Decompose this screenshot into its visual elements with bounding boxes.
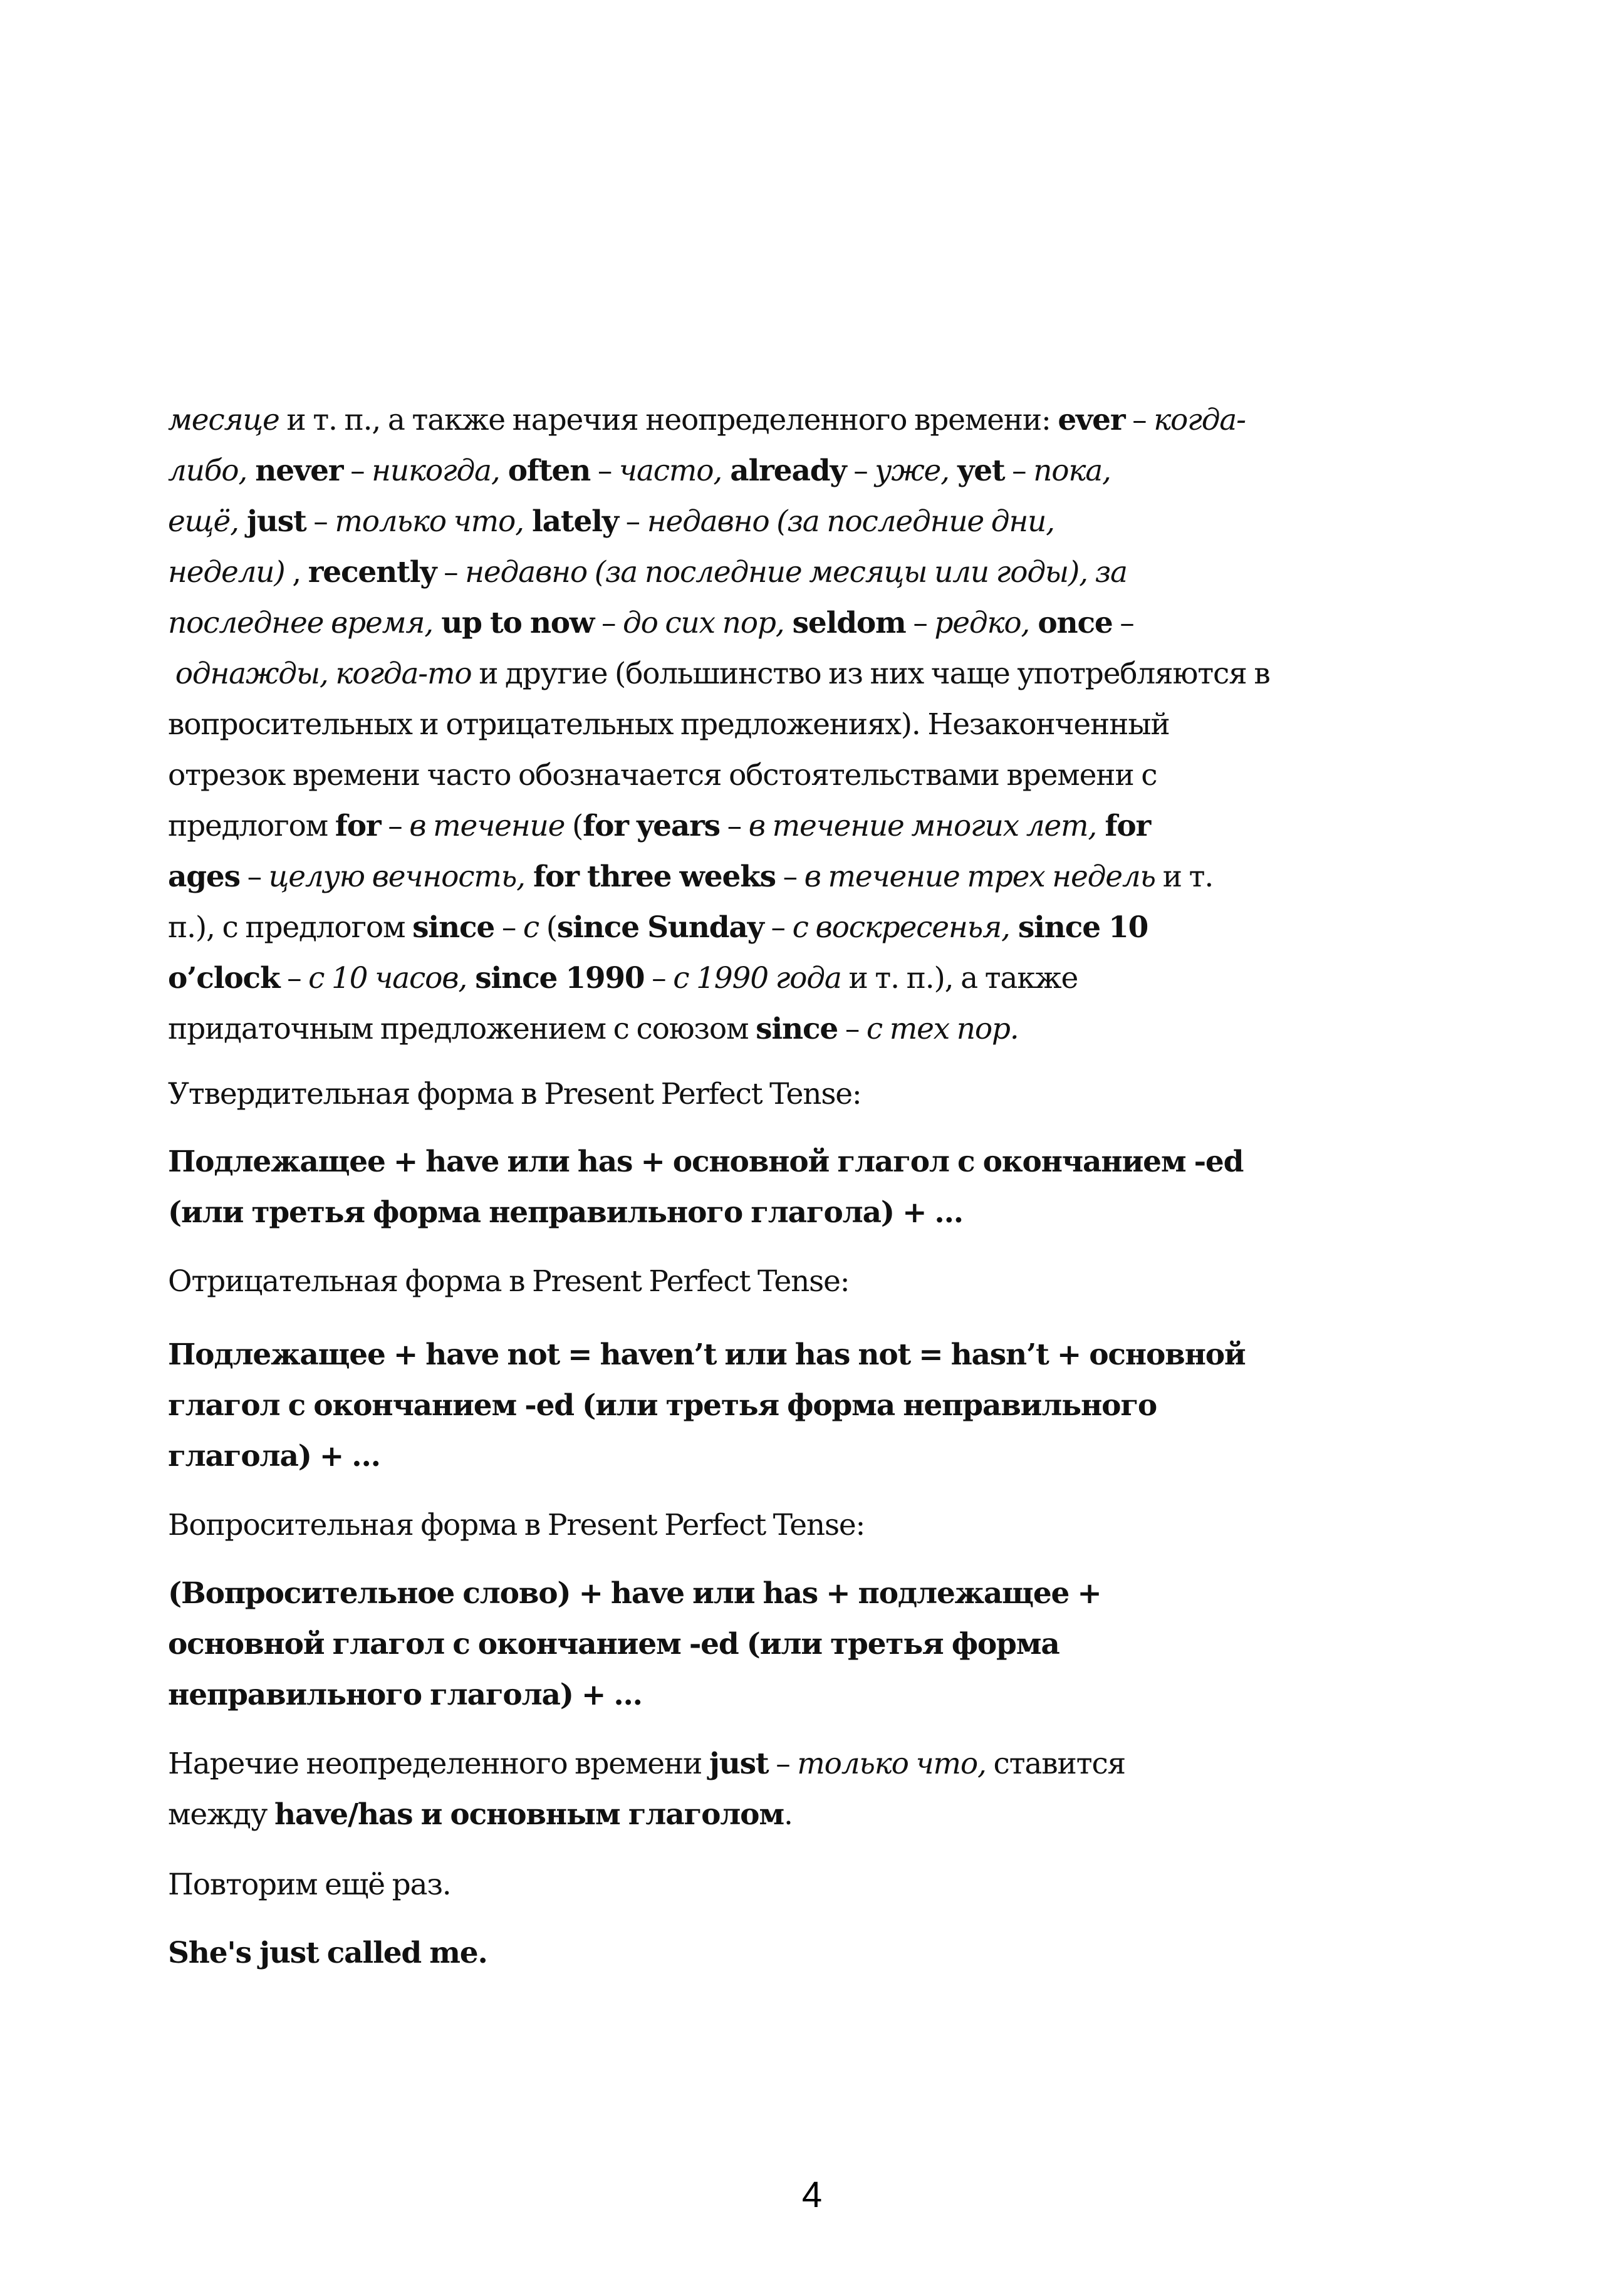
text-run: предлогом: [168, 809, 335, 843]
italic-translation: с: [523, 910, 539, 945]
negative-formula-line: глагола) + ...: [168, 1439, 380, 1473]
negative-heading: [168, 1256, 1421, 1307]
text-run: п.), с предлогом: [168, 910, 413, 945]
question-formula-line: неправильного глагола) + ...: [168, 1678, 642, 1712]
italic-translation: с воскресенья,: [792, 910, 1010, 945]
italic-translation: до сих пор,: [622, 606, 784, 640]
affirmative-formula: [168, 1136, 1421, 1238]
paragraph-line: [168, 953, 1421, 1004]
paragraph-line: [168, 496, 1421, 547]
italic-translation: в течение многих лет,: [748, 809, 1097, 843]
italic-translation: месяце: [168, 403, 279, 437]
negative-formula-line: глагол с окончанием -ed (или третья форма неправильного: [168, 1388, 1157, 1423]
text-run: и т. п., а также наречия неопределенного времени:: [279, 403, 1058, 437]
bold-term: for: [335, 809, 381, 843]
bold-term: since 10: [1009, 910, 1148, 945]
text-run: ,: [284, 555, 308, 590]
affirmative-formula-line: Подлежащее + have или has + основной глагол с окончанием -ed: [168, 1145, 1244, 1179]
page-number: 4: [801, 2174, 823, 2215]
bold-term: since: [756, 1012, 838, 1046]
bold-term: since: [412, 910, 495, 945]
text-run: Наречие неопределенного времени: [168, 1747, 709, 1781]
paragraph-line: [168, 699, 1421, 750]
bold-term: for three weeks: [524, 860, 776, 894]
bold-term: yet: [949, 454, 1005, 488]
text-run: между: [168, 1797, 274, 1832]
text-run: –: [768, 1747, 798, 1781]
just-note-paragraph: [168, 1738, 1421, 1840]
italic-translation: целую вечность,: [268, 860, 525, 894]
paragraph-line: [168, 395, 1421, 445]
text-run: –: [436, 555, 466, 590]
negative-formula: [168, 1329, 1421, 1482]
bold-term: already: [722, 454, 846, 488]
text-run: –: [1125, 403, 1154, 437]
paragraph-line: [168, 648, 1421, 699]
bold-term: up to now: [433, 606, 595, 640]
affirmative-heading-text: Утвердительная форма в Present Perfect Tense:: [168, 1077, 861, 1111]
text-run: (: [539, 910, 557, 945]
italic-translation: недели): [168, 555, 285, 590]
italic-translation: только что,: [797, 1747, 986, 1781]
paragraph-line: [168, 598, 1421, 648]
italic-translation: либо,: [168, 454, 247, 488]
text-run: отрезок времени часто обозначается обстоятельствами времени с: [168, 758, 1157, 792]
text-run: ставится: [986, 1747, 1126, 1781]
italic-translation: редко,: [934, 606, 1030, 640]
text-run: –: [775, 860, 804, 894]
bold-term: ages: [168, 860, 240, 894]
paragraph-line: [168, 445, 1421, 496]
italic-translation: ещё,: [168, 504, 239, 539]
bold-term: o’clock: [168, 961, 280, 995]
text-run: –: [905, 606, 935, 640]
italic-translation: с 10 часов,: [308, 961, 467, 995]
negative-heading-text: Отрицательная форма в Present Perfect Tense:: [168, 1264, 850, 1299]
italic-translation: в течение: [409, 809, 565, 843]
question-formula: [168, 1568, 1421, 1720]
bold-term: since Sunday: [556, 910, 764, 945]
text-run: –: [618, 504, 647, 539]
text-run: –: [1112, 606, 1134, 640]
text-run: –: [846, 454, 875, 488]
text-run: –: [1004, 454, 1034, 488]
bold-term: once: [1029, 606, 1113, 640]
text-run: вопросительных и отрицательных предложениях). Незаконченный: [168, 707, 1170, 742]
paragraph-line: [168, 547, 1421, 598]
italic-translation: последнее время,: [168, 606, 434, 640]
italic-translation: когда-: [1153, 403, 1246, 437]
repeat-label: [168, 1859, 1421, 1910]
italic-translation: только что,: [335, 504, 524, 539]
affirmative-formula-line: (или третья форма неправильного глагола) + ...: [168, 1195, 963, 1230]
text-run: придаточным предложением с союзом: [168, 1012, 756, 1046]
question-formula-line: основной глагол с окончанием -ed (или третья форма: [168, 1627, 1059, 1661]
italic-translation: недавно (за последние дни,: [647, 504, 1054, 539]
bold-term: just: [709, 1747, 769, 1781]
italic-translation: однажды, когда-то: [168, 657, 472, 691]
text-run: –: [239, 860, 269, 894]
italic-translation: часто,: [618, 454, 722, 488]
bold-term: have/has и основным глаголом: [274, 1797, 784, 1832]
italic-translation: уже,: [875, 454, 949, 488]
text-run: (: [565, 809, 583, 843]
text-run: .: [783, 1797, 793, 1832]
paragraph-line: [168, 851, 1421, 902]
italic-translation: недавно (за последние месяцы или годы), за: [465, 555, 1127, 590]
question-heading: [168, 1500, 1421, 1551]
affirmative-heading: [168, 1069, 1421, 1119]
text-run: –: [380, 809, 410, 843]
paragraph-line: [168, 902, 1421, 953]
text-run: –: [343, 454, 372, 488]
example-sentence-text: She's just called me.: [168, 1936, 487, 1970]
text-run: и т. п.), а также: [841, 961, 1078, 995]
text-run: –: [494, 910, 523, 945]
italic-translation: с 1990 года: [673, 961, 841, 995]
bold-term: often: [499, 454, 591, 488]
text-run: –: [644, 961, 674, 995]
text-run: –: [838, 1012, 867, 1046]
question-heading-text: Вопросительная форма в Present Perfect Tense:: [168, 1508, 865, 1542]
italic-translation: пока,: [1033, 454, 1111, 488]
italic-translation: с тех пор.: [866, 1012, 1019, 1046]
text-run: –: [306, 504, 335, 539]
text-run: –: [719, 809, 749, 843]
paragraph-line: [168, 1004, 1421, 1054]
bold-term: for years: [583, 809, 720, 843]
bold-term: ever: [1058, 403, 1125, 437]
bold-term: seldom: [784, 606, 906, 640]
italic-translation: в течение трех недель: [804, 860, 1155, 894]
just-note-line: [168, 1738, 1421, 1789]
text-run: –: [763, 910, 793, 945]
repeat-label-text: Повторим ещё раз.: [168, 1867, 451, 1902]
bold-term: just: [238, 504, 306, 539]
question-formula-line: (Вопросительное слово) + have или has + подлежащее +: [168, 1576, 1101, 1611]
main-paragraph: [168, 395, 1421, 1054]
text-run: –: [594, 606, 623, 640]
bold-term: since 1990: [467, 961, 645, 995]
just-note-line: [168, 1789, 1421, 1840]
paragraph-line: [168, 801, 1421, 851]
bold-term: recently: [308, 555, 437, 590]
text-run: и другие (большинство из них чаще употребляются в: [471, 657, 1270, 691]
bold-term: for: [1096, 809, 1151, 843]
text-run: –: [279, 961, 309, 995]
italic-translation: никогда,: [372, 454, 500, 488]
bold-term: never: [247, 454, 343, 488]
example-sentence: [168, 1928, 1421, 1978]
negative-formula-line: Подлежащее + have not = haven’t или has not = hasn’t + основной: [168, 1338, 1246, 1372]
bold-term: lately: [523, 504, 618, 539]
paragraph-line: [168, 750, 1421, 801]
text-run: –: [590, 454, 619, 488]
text-run: и т.: [1155, 860, 1214, 894]
